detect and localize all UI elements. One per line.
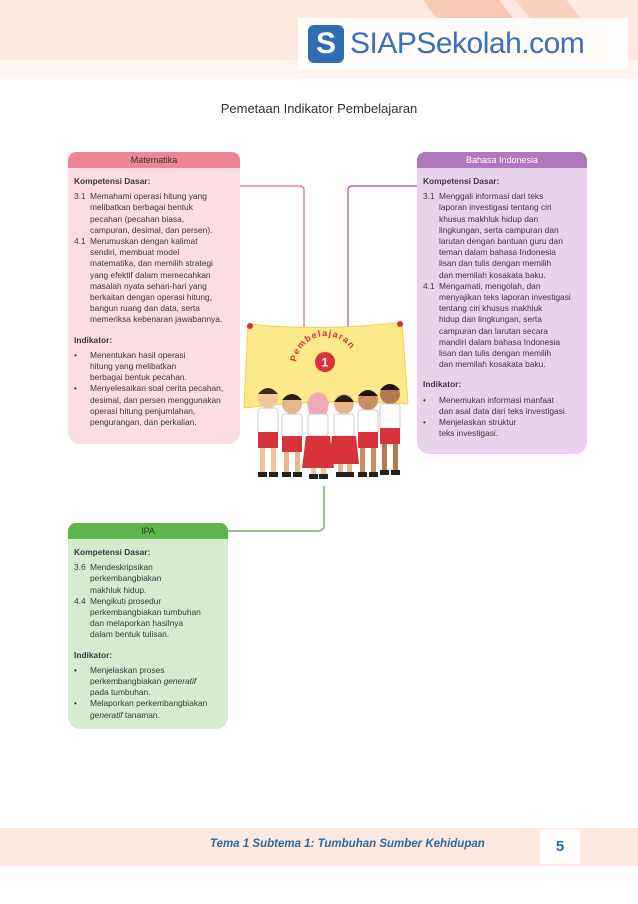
- banner-number: 1: [321, 355, 329, 370]
- indikator-item: • Menjelaskan proses perkembangbiakan generatif pada tumbuhan.: [74, 664, 197, 698]
- indikator-item: • Menyelesaikan soal cerita pecahan, desimal, dan persen menggunakan operasi hitung penjumlahan, pengurangan, dan perkalian.: [74, 383, 224, 428]
- kid-figure: [282, 394, 302, 477]
- bahasa-title: Bahasa Indonesia: [465, 155, 539, 165]
- indikator-label: Indikator:: [74, 334, 113, 345]
- kd-item: 3.1 Menggali informasi dari teks laporan investigasi tentang ciri khusus makhluk hidup dan lingkungan, serta campuran dan larutan dengan bantuan guru dan teman dalam bahasa Indonesia lisan dan tulis dengan memilih dan memilah kosakata baku.: [423, 191, 563, 280]
- matematika-box: [68, 168, 240, 444]
- page-number: 5: [540, 830, 580, 864]
- kid-figure: [258, 388, 278, 477]
- kd-label: Kompetensi Dasar:: [74, 547, 151, 557]
- kid-figure: [380, 384, 400, 475]
- indikator-label: Indikator:: [74, 649, 113, 660]
- kid-figure: [358, 390, 378, 477]
- matematika-header: [68, 152, 240, 168]
- matematika-title: Matematika: [130, 155, 178, 165]
- kd-item: 4.1 Mengamati, mengolah, dan menyajikan teks laporan investigasi tentang ciri khusus makhluk hidup dan lingkungan, serta campuran dan larutan secara mandiri dalam bahasa Indonesia lisan dan tulis dengan memilih dan memilah kosakata baku.: [423, 280, 571, 370]
- kd-item: 3.1 Memahami operasi hitung yang melibatkan berbagai bentuk pecahan (pecahan biasa, campuran, desimal, dan persen).: [74, 191, 213, 235]
- kd-label: Kompetensi Dasar:: [423, 176, 500, 186]
- students-illustration: [240, 318, 410, 490]
- ipa-header: [68, 523, 228, 539]
- indikator-item: • Menentukan hasil operasi hitung yang melibatkan berbagai bentuk pecahan.: [74, 349, 187, 383]
- banner-word: Pembelajaran: [288, 327, 358, 363]
- kd-item: 3.6 Mendeskripsikan perkembangbiakan makhluk hidup.: [74, 562, 162, 595]
- kd-item: 4.4 Mengikuti prosedur perkembangbiakan tumbuhan dan melaporkan hasilnya dalam bentuk tulisan.: [74, 595, 201, 640]
- bahasa-header: [417, 152, 587, 168]
- indikator-label: Indikator:: [423, 379, 462, 390]
- site-logo[interactable]: [298, 18, 628, 70]
- logo-icon: S: [308, 25, 344, 63]
- indikator-item: • Melaporkan perkembangbiakan generatif tanaman.: [74, 698, 208, 720]
- bahasa-box: [417, 168, 587, 454]
- ipa-title: IPA: [141, 526, 155, 536]
- page-title: Pemetaan Indikator Pembelajaran: [220, 101, 418, 116]
- indikator-item: • Menemukan informasi manfaat dan asal data dari teks investigasi.: [423, 394, 568, 416]
- ipa-box: [68, 539, 228, 729]
- kd-label: Kompetensi Dasar:: [74, 176, 151, 186]
- kd-item: 4.1 Merumuskan dengan kalimat sendiri, membuat model matematika, dan memilih strategi yang efektif dalam memecahkan masalah nyata sehari-hari yang berkaitan dengan operasi hitung, bangun ruang dan data, serta memeriksa kebenaran jawabannya.: [74, 236, 223, 325]
- kid-figure: [302, 392, 334, 479]
- footer-title: Tema 1 Subtema 1: Tumbuhan Sumber Kehidupan: [210, 838, 485, 850]
- logo-text: SIAPSekolah.com: [350, 27, 585, 60]
- indikator-item: • Menjelaskan struktur teks investigasi.: [423, 417, 517, 439]
